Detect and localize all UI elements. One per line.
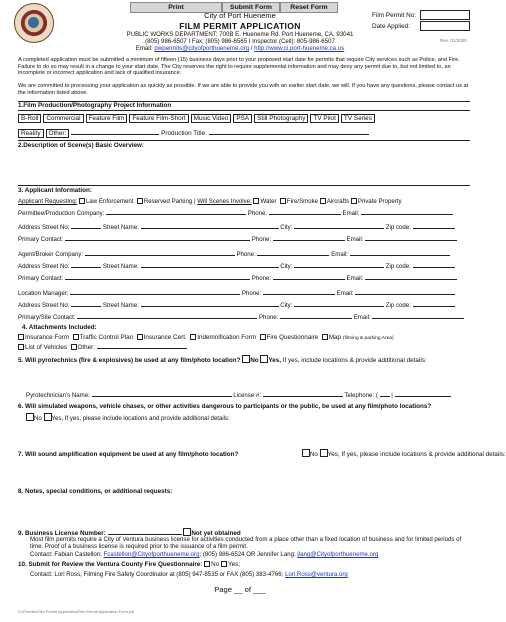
insurance-cert-checkbox[interactable]: [137, 334, 143, 340]
permittee-row: [18, 210, 470, 217]
primary-email-field[interactable]: [365, 240, 457, 241]
aircraft-label: Aircrafts: [326, 198, 350, 205]
permittee-address-row: [18, 224, 470, 231]
section-2-title: 2.Description of Scene(s) Basic Overview:: [18, 142, 144, 149]
fire-questionnaire-checkbox[interactable]: [260, 334, 266, 340]
primary-email-label: Email:: [346, 236, 364, 243]
attachments-row: [18, 334, 470, 342]
permittee-field[interactable]: [106, 214, 246, 215]
pyrotechnics-no-label: No: [250, 357, 259, 364]
weapons-yes-checkbox[interactable]: [44, 413, 52, 421]
sound-yes-label: Yes, If yes, please include locations & provide additional details:: [327, 451, 506, 458]
fire-smoke-label: Fire/Smoke: [286, 198, 319, 205]
sound-no-label: No: [309, 451, 318, 458]
attachment-other-label: Other:: [77, 344, 96, 351]
site-contact-field[interactable]: [77, 318, 257, 319]
private-property-checkbox[interactable]: [351, 198, 357, 204]
agent-phone-field[interactable]: [257, 255, 329, 256]
type-other[interactable]: [46, 129, 70, 138]
map-label: Map: [328, 334, 342, 341]
section-10-row: [18, 561, 470, 568]
reserved-parking-label: Reserved Parking: [143, 198, 193, 205]
type-feature-film[interactable]: [86, 114, 128, 123]
type-b-roll[interactable]: [18, 114, 41, 123]
location-email-label: Email:: [336, 290, 354, 297]
intro-paragraph-1: A completed application must be submitted a minimum of fifteen (15) business days prior to your proposed start date for permits that require City services such as Police, and Fire. Failure to do so may result in a change to your start date. The City reserves the right to require supplemental information and may deny any permit due to, but not limited to, an incomplete or incorrect application and lack of qualified insurance.: [18, 57, 460, 77]
pyrotechnics-yes-label: Yes,: [268, 357, 281, 364]
traffic-control-label: Traffic Control Plan: [79, 334, 134, 341]
location-email-field[interactable]: [355, 294, 455, 295]
site-contact-label: Primary/Site Contact:: [18, 314, 76, 321]
production-title-field[interactable]: [209, 134, 369, 135]
location-city-field[interactable]: [294, 306, 384, 307]
street-label: Street Name:: [102, 263, 139, 270]
primary-contact-row: [18, 236, 470, 243]
permittee-phone-label: Phone:: [247, 210, 268, 217]
type-b-roll-label: B-Roll: [21, 115, 39, 122]
weapons-no-label: No: [34, 415, 42, 422]
section-5-title: 5. Will pyrotechnics (fire & explosives) be used at any film/photo location?: [18, 357, 241, 364]
location-address-row: [18, 302, 470, 309]
scenes-involve-label: Will Scenes Involve:: [197, 198, 252, 205]
section-7-title: 7. Will sound amplification equipment be used at any film/photo location?: [18, 451, 239, 458]
location-phone-label: Phone:: [241, 290, 262, 297]
list-of-vehicles-label: List of Vehicles: [25, 344, 68, 351]
insurance-form-label: Insurance Form: [25, 334, 70, 341]
type-still-photography[interactable]: [254, 114, 308, 123]
type-feature-film-short-label: Feature Film-Short: [132, 115, 186, 122]
other-type-field[interactable]: [71, 134, 159, 135]
business-contact-label: Contact: Fabian Castellon;: [30, 551, 102, 558]
section-6-options: [26, 413, 478, 422]
primary-contact-label: Primary Contact:: [18, 275, 64, 282]
notes-field[interactable]: [18, 498, 470, 524]
map-checkbox[interactable]: [322, 334, 328, 340]
attachment-other-field[interactable]: [97, 348, 187, 349]
insurance-cert-label: Insurance Cert.: [143, 334, 187, 341]
agent-address-row: [18, 263, 470, 270]
pyrotechnician-name-label: Pyrotechnician's Name:: [26, 392, 90, 399]
divider: [18, 140, 470, 141]
permittee-label: Permittee/Production Company:: [18, 210, 105, 217]
agent-contact-phone-field[interactable]: [273, 279, 345, 280]
section-3-title: 3. Applicant Information:: [18, 187, 92, 194]
fire-questionnaire-yes-checkbox[interactable]: [221, 561, 227, 567]
section-6-title: 6. Will simulated weapons, vehicle chases, or other activities dangerous to participants or the public, be used at any film/photo locations?: [18, 403, 432, 410]
primary-contact-label: Primary Contact:: [18, 236, 64, 243]
section-5-row: [18, 355, 470, 364]
zip-label: Zip code:: [385, 302, 411, 309]
type-reality[interactable]: [18, 129, 44, 138]
type-tv-pilot-label: TV Pilot: [313, 115, 336, 122]
location-address-no-field[interactable]: [71, 306, 101, 307]
print-button[interactable]: Print: [130, 2, 222, 13]
permittee-email-field[interactable]: [361, 214, 453, 215]
intro-paragraph-2: We are committed to processing your application as quickly as possible. If we are able to provide you with an earlier start date, we will. If you have any questions, please contact us at the information listed above.: [18, 83, 469, 96]
type-still-photography-label: Still Photography: [257, 115, 306, 122]
site-phone-label: Phone:: [258, 314, 279, 321]
divider: [18, 110, 470, 111]
site-phone-field[interactable]: [280, 318, 352, 319]
fire-questionnaire-no-checkbox[interactable]: [204, 561, 210, 567]
section-1-title: 1.Film Production/Photography Project Information: [18, 102, 172, 109]
permittee-zip-field[interactable]: [413, 228, 455, 229]
business-license-info: Most film permits require a City of Ventura business license for activities conducted from a place other than a fixed location of business and for limited periods of time. Proof of a business license is required prior to the issuance of a film permit.: [30, 536, 462, 551]
indemnification-label: Indemnification Form: [197, 334, 256, 341]
type-music-video[interactable]: [191, 114, 232, 123]
department-address: PUBLIC WORKS DEPARTMENT; 700B E. Hueneme Rd. Port Hueneme, CA, 93041: [126, 31, 354, 38]
water-label: Water: [260, 198, 277, 205]
fire-contact-row: [30, 571, 482, 578]
agent-city-field[interactable]: [294, 267, 384, 268]
section-4-title: 4. Attachments Included:: [22, 324, 97, 331]
law-enforcement-checkbox[interactable]: [79, 198, 85, 204]
permit-no-label: Film Permit No:: [372, 12, 417, 19]
date-applied-field[interactable]: [420, 21, 470, 31]
email-link[interactable]: pwpermits@cityofporthueneme.org: [154, 45, 250, 52]
type-reality-label: Reality: [21, 130, 41, 137]
site-email-label: Email:: [353, 314, 371, 321]
fire-contact-email-link[interactable]: Lori.Ross@ventura.org: [285, 571, 348, 578]
page-title: FILM PERMIT APPLICATION: [179, 21, 301, 31]
telephone-field[interactable]: [395, 396, 451, 397]
email-label: Email:: [135, 45, 153, 52]
fire-questionnaire-yes-label: Yes;: [227, 561, 240, 568]
section-8-title: 8. Notes, special conditions, or additional requests:: [18, 488, 173, 495]
agent-label: Agent/Broker Company:: [18, 251, 84, 258]
address-no-label: Address Street No:: [18, 224, 70, 231]
type-music-video-label: Music Video: [193, 115, 229, 122]
type-commercial[interactable]: [43, 114, 83, 123]
business-license-contact: [30, 551, 482, 558]
agent-contact-row: [18, 275, 470, 282]
weapons-no-checkbox[interactable]: [26, 413, 34, 421]
business-contact-phone: ; (805) 986-6524 OR Jennifer Lang;: [199, 551, 296, 558]
attachment-other-checkbox[interactable]: [71, 344, 77, 350]
map-note: (filming & parking Area): [342, 336, 394, 341]
primary-contact-field[interactable]: [65, 240, 250, 241]
address-no-label: Address Street No:: [18, 302, 70, 309]
agent-contact-email-label: Email:: [346, 275, 364, 282]
agent-zip-field[interactable]: [413, 267, 455, 268]
zip-label: Zip code:: [385, 263, 411, 270]
city-label: City:: [280, 302, 293, 309]
permittee-city-field[interactable]: [294, 228, 384, 229]
street-label: Street Name:: [102, 302, 139, 309]
city-label: City:: [280, 263, 293, 270]
city-label: City:: [280, 224, 293, 231]
agent-field[interactable]: [85, 255, 235, 256]
date-applied-label: Date Applied:: [372, 23, 411, 30]
location-zip-field[interactable]: [413, 306, 455, 307]
agent-contact-email-field[interactable]: [365, 279, 457, 280]
sound-details-field[interactable]: [18, 460, 470, 482]
permittee-email-label: Email:: [342, 210, 360, 217]
primary-phone-field[interactable]: [273, 240, 345, 241]
business-contact-email2-link[interactable]: jlang@Cityofporthueneme.org: [297, 551, 379, 558]
agent-contact-field[interactable]: [65, 279, 250, 280]
location-manager-field[interactable]: [70, 294, 240, 295]
city-name: City of Port Hueneme: [204, 11, 276, 20]
permittee-address-no-field[interactable]: [71, 228, 101, 229]
weapons-yes-label: Yes, If yes, please include locations and provide additional details:: [51, 415, 230, 422]
type-commercial-label: Commercial: [46, 115, 81, 122]
pyrotechnician-name-field[interactable]: [92, 396, 232, 397]
section-10-title: 10. Submit for Review the Ventura County Fire Questionnaire:: [18, 561, 203, 568]
zip-label: Zip code:: [385, 224, 411, 231]
agent-phone-label: Phone:: [236, 251, 256, 258]
telephone-label: Telephone: (: [344, 392, 378, 399]
type-feature-film-short[interactable]: [129, 114, 188, 123]
address-no-label: Address Street No:: [18, 263, 70, 270]
project-type-row: [18, 114, 470, 123]
pyrotechnics-details-field[interactable]: [18, 366, 470, 388]
private-property-label: Private Property: [357, 198, 402, 205]
type-tv-series-label: TV Series: [343, 115, 372, 122]
traffic-control-checkbox[interactable]: [73, 334, 79, 340]
location-manager-label: Location Manager:: [18, 290, 69, 297]
sound-yes-checkbox[interactable]: [320, 449, 328, 457]
license-label: License #:: [233, 392, 262, 399]
pyrotechnics-note: If yes, include locations & provide additional details:: [282, 357, 427, 364]
business-contact-email-link[interactable]: Fcastellon@Cityofporthueneme.org: [103, 551, 200, 558]
fire-smoke-checkbox[interactable]: [280, 198, 286, 204]
agent-row: [18, 251, 470, 258]
department-phones: (805) 986-6507 I Fax: (805) 986-6565 I Inspector (Cell): 805-986-6507: [145, 38, 335, 45]
pyrotechnician-row: Pyrotechnician's Name: License #: Telephone: ( |: [26, 392, 478, 399]
website-link[interactable]: http://www.ci.port-hueneme.ca.us: [254, 45, 345, 52]
reset-form-button[interactable]: Reset Form: [280, 2, 338, 13]
project-other-row: [18, 129, 470, 138]
revision-note: Rev. 01/2020: [440, 38, 467, 43]
site-email-field[interactable]: [372, 318, 464, 319]
applicant-requesting-row: Applicant Requesting: Law Enforcement Reserved Parking | Will Scenes Involve: Water Fire/Smoke Aircrafts Private Property: [18, 198, 402, 205]
indemnification-checkbox[interactable]: [190, 334, 196, 340]
telephone-area-field[interactable]: [380, 396, 390, 397]
permittee-phone-field[interactable]: [269, 214, 341, 215]
fire-questionnaire-no-label: No: [211, 561, 220, 568]
insurance-form-checkbox[interactable]: [18, 334, 24, 340]
city-seal-logo: [14, 3, 54, 43]
type-tv-series[interactable]: [341, 114, 375, 123]
divider: [18, 185, 470, 186]
weapons-details-field[interactable]: [18, 423, 470, 443]
attachments-row-2: [18, 344, 470, 351]
type-tv-pilot[interactable]: [310, 114, 338, 123]
type-psa[interactable]: [233, 114, 252, 123]
not-obtained-label: Not yet obtained: [191, 530, 241, 537]
location-street-field[interactable]: [141, 306, 279, 307]
agent-street-field[interactable]: [141, 267, 279, 268]
type-psa-label: PSA: [236, 115, 250, 122]
page-number: Page __ of ___: [214, 585, 266, 594]
street-label: Street Name:: [102, 224, 139, 231]
business-license-field[interactable]: [108, 534, 182, 535]
permit-no-field[interactable]: [420, 10, 470, 20]
reserved-parking-checkbox[interactable]: [137, 198, 143, 204]
agent-email-label: Email:: [331, 251, 349, 258]
sound-no-checkbox[interactable]: [302, 449, 310, 457]
section-9-title: 9. Business License Number:: [18, 530, 106, 537]
location-manager-row: [18, 290, 470, 297]
separator: /: [249, 45, 255, 52]
law-enforcement-label: Law Enforcement: [86, 198, 134, 205]
location-phone-field[interactable]: [263, 294, 335, 295]
list-of-vehicles-checkbox[interactable]: [18, 344, 24, 350]
production-title-label: Production Title:: [161, 130, 207, 137]
agent-contact-phone-label: Phone:: [251, 275, 272, 282]
type-other-label: Other:: [48, 130, 67, 137]
type-feature-film-label: Feature Film: [88, 115, 125, 122]
license-field[interactable]: [263, 396, 343, 397]
water-checkbox[interactable]: [253, 198, 259, 204]
agent-address-no-field[interactable]: [71, 267, 101, 268]
site-contact-row: [18, 314, 470, 321]
agent-email-field[interactable]: [350, 255, 450, 256]
primary-phone-label: Phone:: [251, 236, 272, 243]
contact-line: [120, 45, 360, 52]
submit-form-button[interactable]: Submit Form: [222, 2, 280, 13]
aircraft-checkbox[interactable]: [320, 198, 326, 204]
applicant-requesting-label: Applicant Requesting:: [18, 198, 78, 205]
file-path-footer: G:\Permits\Film Permit Application\Film Permit Application Form.pdf: [18, 609, 135, 614]
permittee-street-field[interactable]: [141, 228, 279, 229]
fire-contact-text: Contact: Lori Ross, Filming Fire Safety Coordinator at (805) 947-8535 or FAX (805) 383-4766;: [30, 571, 284, 578]
fire-questionnaire-label: Fire Questionnaire: [266, 334, 319, 341]
scene-description-field[interactable]: [18, 151, 470, 183]
section-7-row: [18, 449, 506, 458]
